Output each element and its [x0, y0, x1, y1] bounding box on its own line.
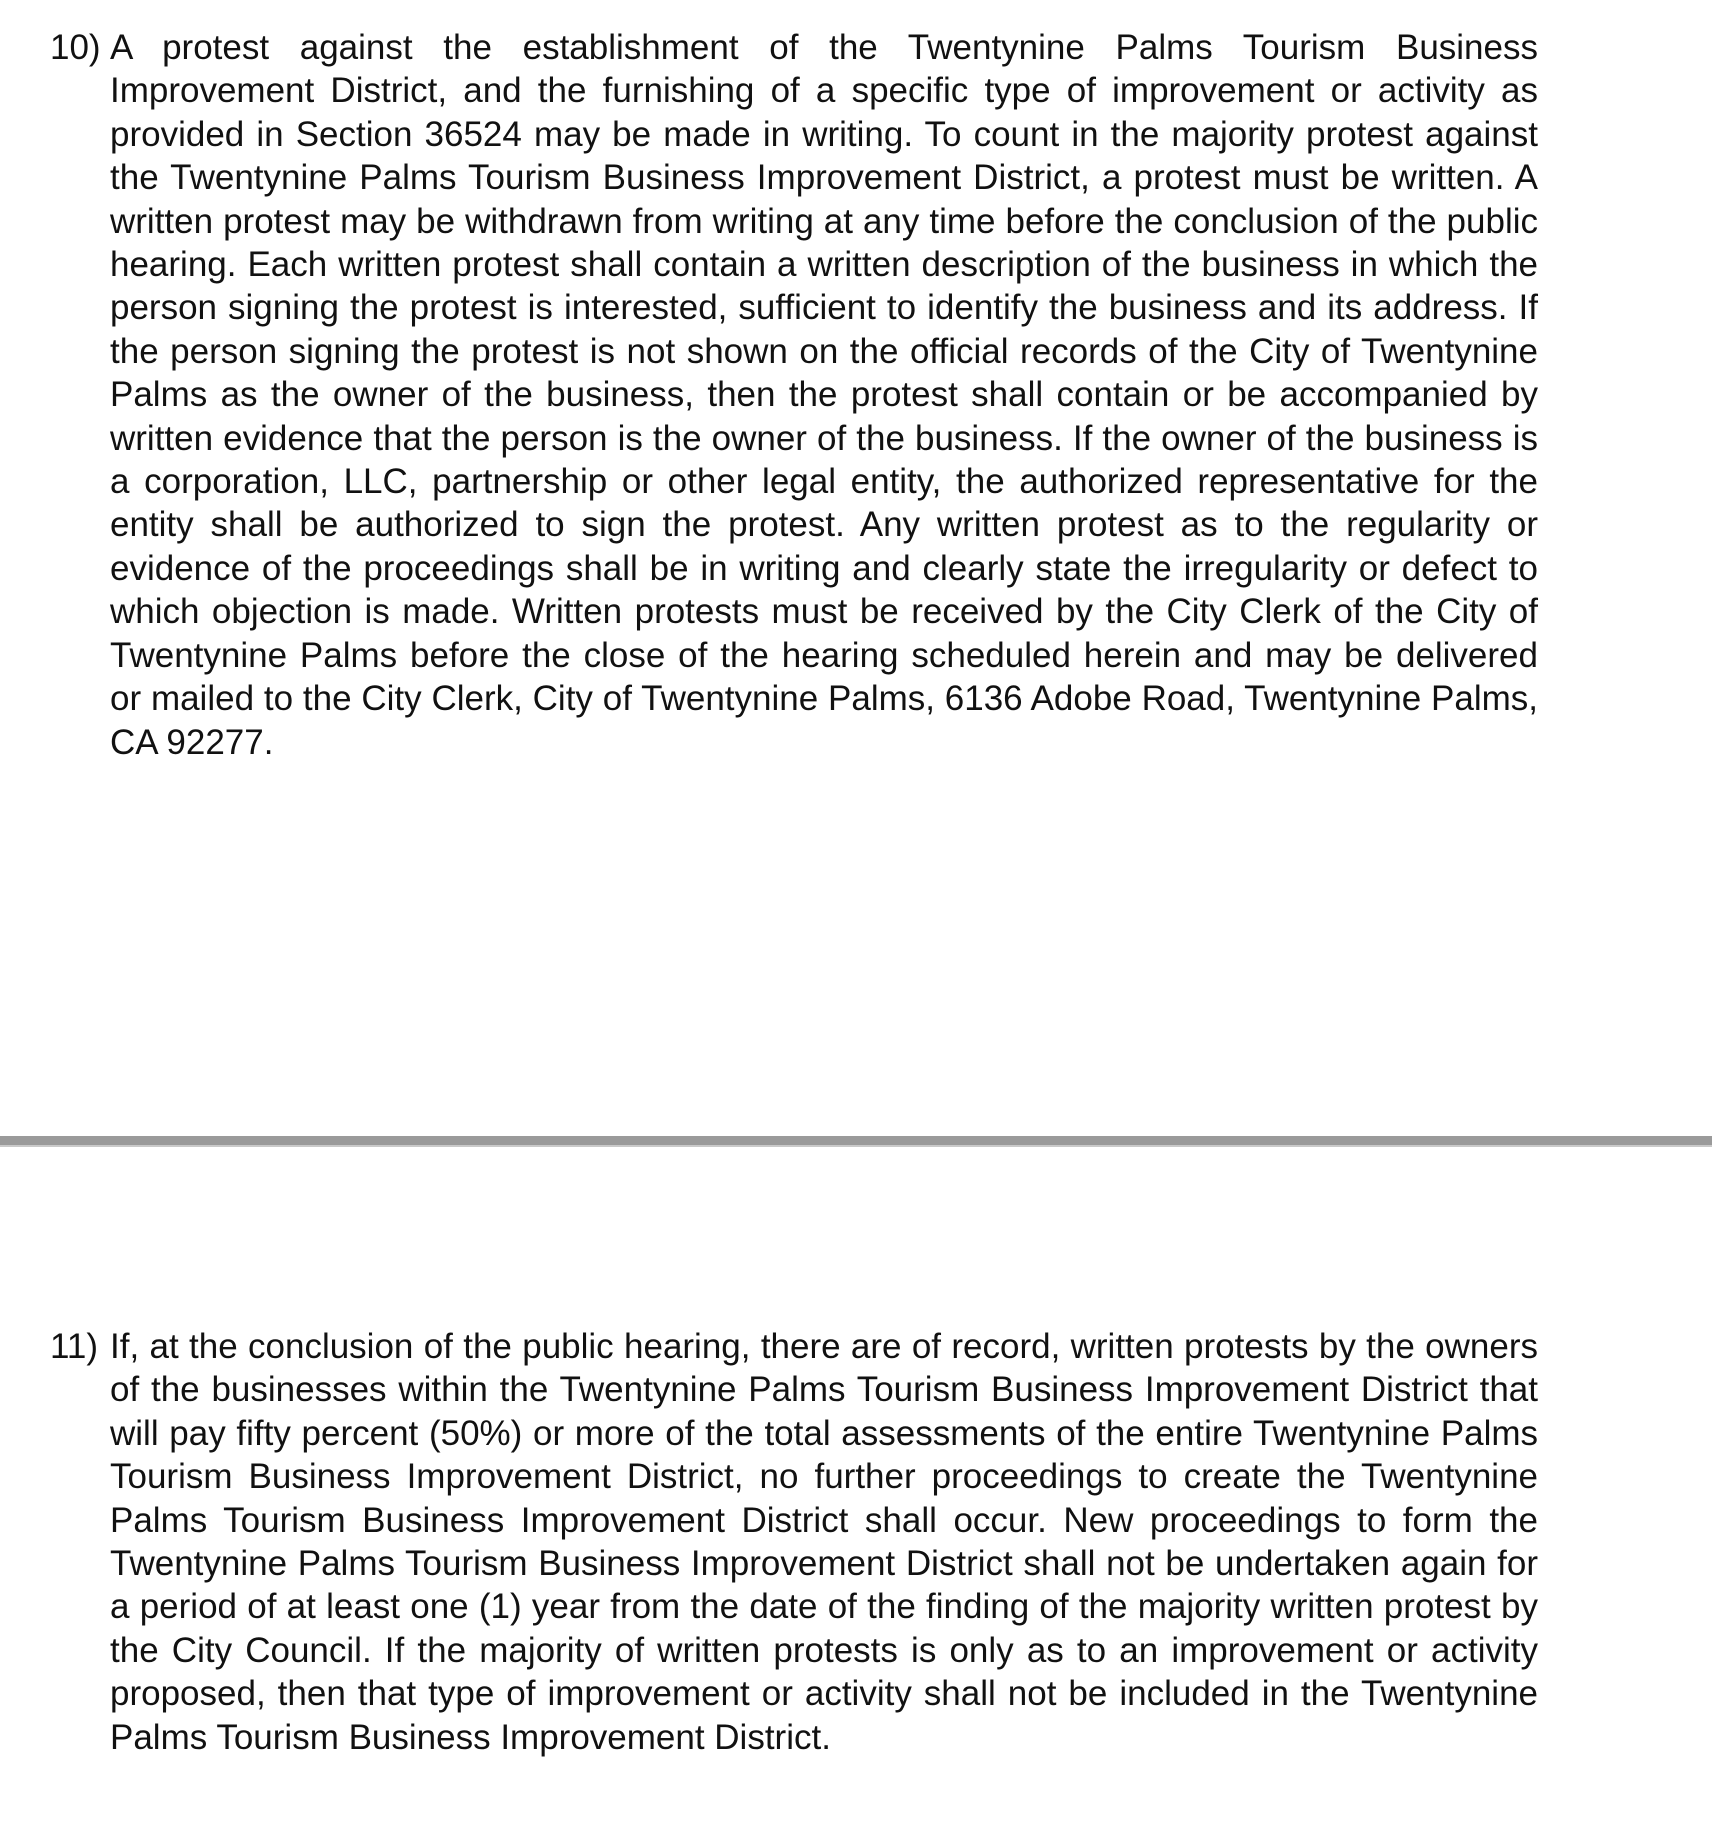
paragraph-number: 10)	[50, 28, 101, 67]
numbered-paragraph-10	[50, 26, 1538, 764]
paragraph-number: 11)	[50, 1327, 98, 1366]
page-break-bar-edge	[0, 1145, 1712, 1147]
paragraph-text: A protest against the establishment of the Twentynine Palms Tourism Business Improvement District, and the furnishing of a specific type of improvement or activity as provided in Section 36524 may be made in writing. To count in the majority protest against the Twentynine Palms Tourism Business Improvement District, a protest must be written. A written protest may be withdrawn from writing at any time before the conclusion of the public hearing. Each written protest shall contain a written description of the business in which the person signing the protest is interested, sufficient to identify the business and its address. If the person signing the protest is not shown on the official records of the City of Twentynine Palms as the owner of the business, then the protest shall contain or be accompanied by written evidence that the person is the owner of the business. If the owner of the business is a corporation, LLC, partnership or other legal entity, the authorized representative for the entity shall be authorized to sign the protest. Any written protest as to the regularity or evidence of the proceedings shall be in writing and clearly state the irregularity or defect to which objection is made. Written protests must be received by the City Clerk of the City of Twentynine Palms before the close of the hearing scheduled herein and may be delivered or mailed to the City Clerk, City of Twentynine Palms, 6136 Adobe Road, Twentynine Palms, CA 92277.	[110, 28, 1538, 762]
paragraph-text: If, at the conclusion of the public hearing, there are of record, written protests by the owners of the businesses within the Twentynine Palms Tourism Business Improvement District that will pay fifty percent (50%) or more of the total assessments of the entire Twentynine Palms Tourism Business Improvement District, no further proceedings to create the Twentynine Palms Tourism Business Improvement District shall occur. New proceedings to form the Twentynine Palms Tourism Business Improvement District shall not be undertaken again for a period of at least one (1) year from the date of the finding of the majority written protest by the City Council. If the majority of written protests is only as to an improvement or activity proposed, then that type of improvement or activity shall not be included in the Twentynine Palms Tourism Business Improvement District.	[110, 1327, 1538, 1757]
page-break-separator	[0, 1132, 1712, 1150]
numbered-paragraph-11	[50, 1325, 1538, 1759]
